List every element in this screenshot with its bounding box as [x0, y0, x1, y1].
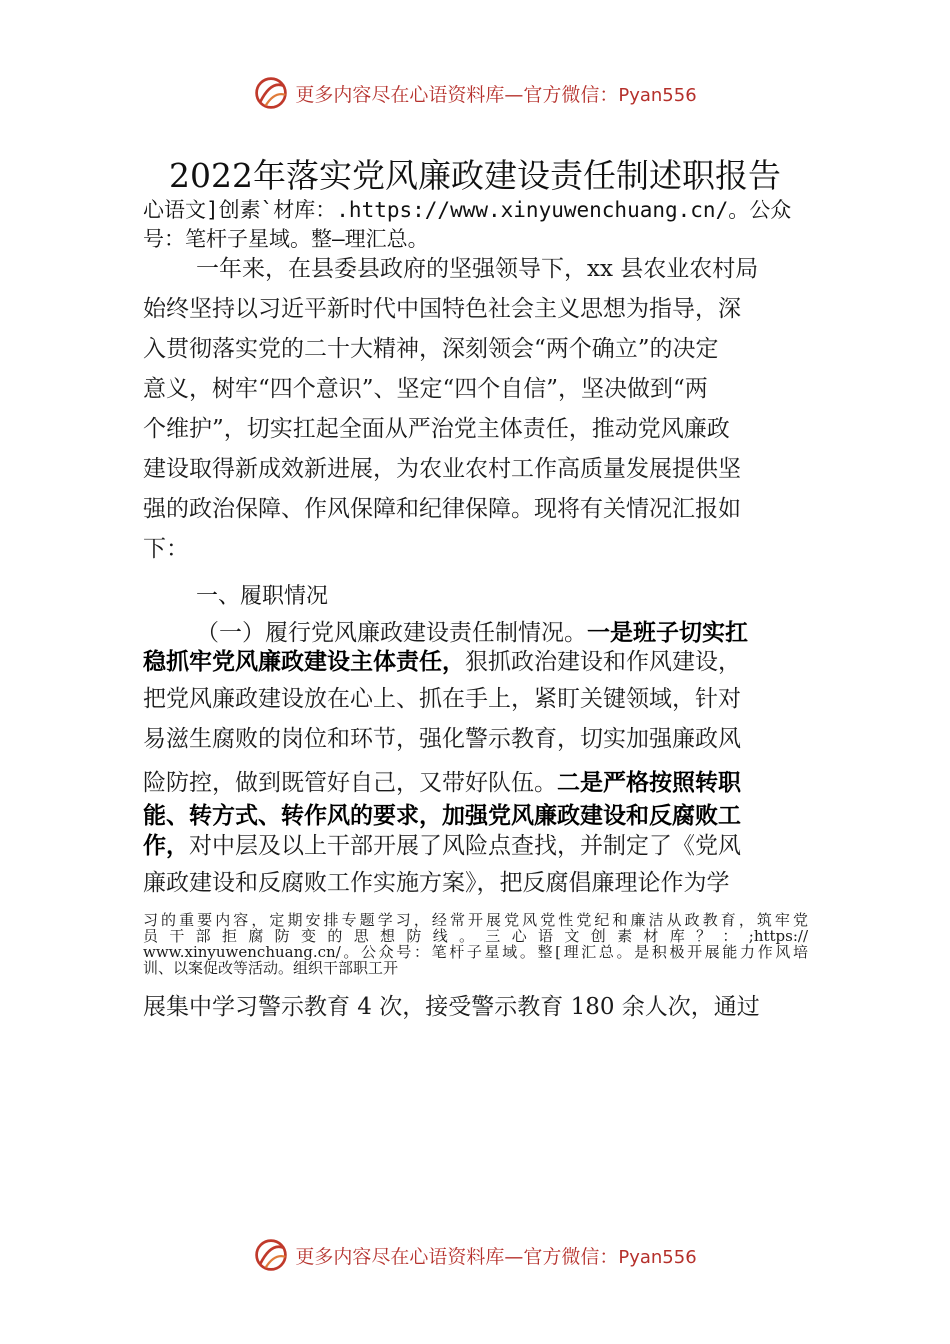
intro-line: 下： — [143, 536, 189, 562]
paragraph-line: 展集中学习警示教育 4 次，接受警示教育 180 余人次，通过 — [143, 994, 760, 1020]
intro-line: 意义，树牢“四个意识”、坚定“四个自信”，坚决做到“两 — [143, 376, 708, 402]
section-heading: 一、履职情况 — [196, 584, 329, 609]
paragraph-line: 廉政建设和反腐败工作实施方案》，把反腐倡廉理论作为学 — [143, 870, 730, 896]
red-swirl-logo-icon — [253, 1237, 289, 1273]
document-title: 2022年落实党风廉政建设责任制述职报告 — [169, 156, 781, 195]
source-line: 号：笔杆子星域。整—理汇总。 — [143, 227, 429, 251]
wechat-id: Pyan556 — [618, 84, 697, 106]
paragraph-line: 作，对中层及以上干部开展了风险点查找，并制定了《党风 — [143, 833, 741, 859]
intro-line: 入贯彻落实党的二十大精神，深刻领会“两个确立”的决定 — [143, 336, 719, 362]
intro-line: 一年来，在县委县政府的坚强领导下，xx 县农业农村局 — [196, 256, 759, 282]
header-watermark — [0, 70, 950, 116]
source-line: 心语文]创素`材库：.https://www.xinyuwenchuang.cn/。公众 — [143, 198, 792, 222]
intro-line: 始终坚持以习近平新时代中国特色社会主义思想为指导，深 — [143, 296, 741, 322]
paragraph-line: 把党风廉政建设放在心上、抓在手上，紧盯关键领域，针对 — [143, 686, 741, 712]
paragraph-line: 险防控，做到既管好自己，又带好队伍。二是严格按照转职 — [143, 770, 741, 796]
red-swirl-logo-icon — [253, 75, 289, 111]
footer-watermark — [0, 1232, 950, 1278]
paragraph-line: 稳抓牢党风廉政建设主体责任，狠抓政治建设和作风建设， — [143, 649, 741, 675]
paragraph-line: 易滋生腐败的岗位和环节，强化警示教育，切实加强廉政风 — [143, 726, 741, 752]
intro-line: 强的政治保障、作风保障和纪律保障。现将有关情况汇报如 — [143, 496, 741, 522]
paragraph-line: 能、转方式、转作风的要求，加强党风廉政建设和反腐败工 — [143, 803, 741, 829]
watermark-text: 更多内容尽在心语资料库—官方微信：Pyan556 — [295, 1245, 697, 1268]
intro-line: 建设取得新成效新进展，为农业农村工作高质量发展提供坚 — [143, 456, 741, 482]
wechat-id: Pyan556 — [618, 1246, 697, 1268]
paragraph-line: （一）履行党风廉政建设责任制情况。一是班子切实扛 — [196, 620, 748, 646]
watermark-text: 更多内容尽在心语资料库—官方微信：Pyan556 — [295, 83, 697, 106]
small-print-block: 习的重要内容，定期安排专题学习，经常开展党风党性党纪和廉洁从政教育，筑牢党 员 干 部 拒 腐 防 变 的 思 想 防 线 。 三 心 语 文 创 素 材 库 ？ ： ;https:// www.xinyuwenchuang.cn/。公众号：笔杆子星域。整[理汇总。是积极开展能力作风培 训、以案促改等活动。组织干部职工开 — [143, 911, 808, 977]
intro-line: 个维护”，切实扛起全面从严治党主体责任，推动党风廉政 — [143, 416, 730, 442]
